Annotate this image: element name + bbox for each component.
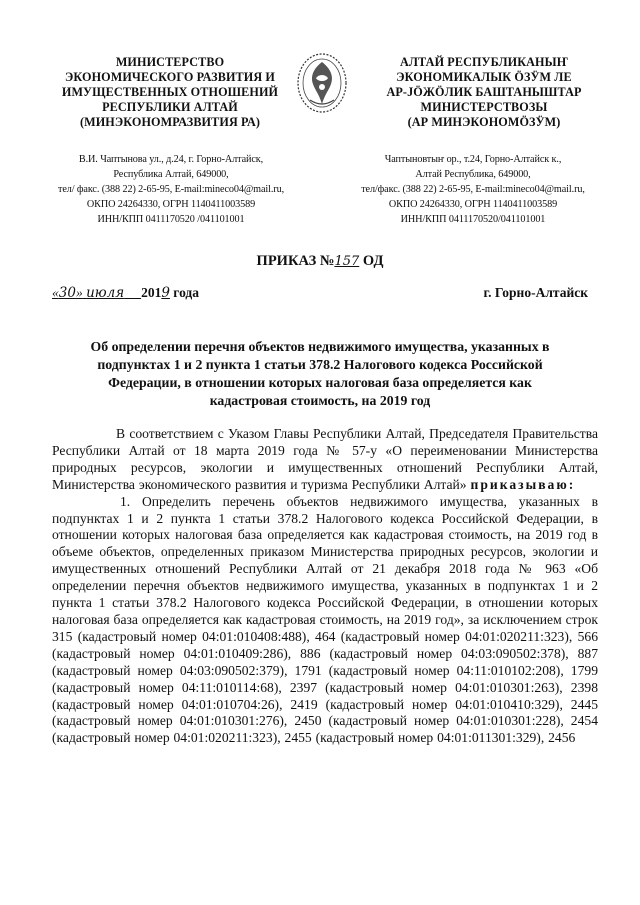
date-close-quote: »	[75, 285, 83, 300]
preamble-text: В соответствием с Указом Главы Республики Алтай, Председателя Правительства Республики Алтай от 18 марта 2019 года № 57-у «О переименовании Министерства природных ресурсов, экологии и имущественных отношений Республики Алтай, Министерства экономического развития и туризма Республики Алтай»	[52, 426, 598, 492]
ministry-name-russian: МИНИСТЕРСТВО ЭКОНОМИЧЕСКОГО РАЗВИТИЯ И ИМУЩЕСТВЕННЫХ ОТНОШЕНИЙ РЕСПУБЛИКИ АЛТАЙ (МИНЭКОНОМРАЗВИТИЯ РА)	[61, 55, 279, 129]
order-number-handwritten: 157	[334, 254, 360, 269]
date-day-handwritten: 30	[58, 285, 76, 301]
preamble-paragraph	[52, 426, 598, 494]
ministry-address-russian: В.И. Чаптынова ул., д.24, г. Горно-Алтайск, Республика Алтай, 649000, тел/ факс. (388 22) 2-65-95, E-mail:mineco04@mail.ru, ОКПО 24264330, ОГРН 1140411003589 ИНН/КПП 0411170520 /041101001	[57, 154, 285, 225]
item-1-paragraph: 1. Определить перечень объектов недвижимого имущества, указанных в подпунктах 1 и 2 пункта 1 статьи 378.2 Налогового кодекса Российской Федерации, в отношении которых налоговая база определяется как кадастровая стоимость, на 2019 год в объеме объектов, определенных приказом Министерства природных ресурсов, экологии и имущественных отношений Республики Алтай от 21 декабря 2018 года № 963 «Об определении перечня объектов недвижимого имущества, указанных в подпунктах 1 и 2 пункта 1 статьи 378.2 Налогового кодекса Российской Федерации, в отношении которых налоговая база определяется как кадастровая стоимость, на 2019 год», за исключением строк 315 (кадастровый номер 04:01:010408:488), 464 (кадастровый номер 04:01:020211:323), 566 (кадастровый номер 04:01:010409:286), 886 (кадастровый номер 04:03:090502:378), 887 (кадастровый номер 04:03:090502:379), 1791 (кадастровый номер 04:11:010102:208), 1799 (кадастровый номер 04:11:010114:68), 2397 (кадастровый номер 04:01:010301:263), 2398 (кадастровый номер 04:01:010704:26), 2419 (кадастровый номер 04:01:010410:329), 2445 (кадастровый номер 04:01:010301:276), 2450 (кадастровый номер 04:01:010301:228), 2454 (кадастровый номер 04:01:020211:323), 2455 (кадастровый номер 04:01:011301:329), 2456	[52, 493, 598, 746]
order-city: г. Горно-Алтайск	[483, 285, 588, 300]
date-year-digit-handwritten: 9	[161, 285, 170, 301]
order-title-suffix: ОД	[362, 253, 384, 269]
ministry-address-altai: Чаптыновтыҥ ор., т.24, Горно-Алтайск к., Алтай Республика, 649000, тел/факс. (388 22) 2-65-95, E-mail:mineco04@mail.ru, ОКПО 24264330, ОГРН 1140411003589 ИНН/КПП 0411170520/041101001	[361, 154, 585, 225]
ministry-name-altai: АЛТАЙ РЕСПУБЛИКАНЫҤ ЭКОНОМИКАЛЫК ÖЗӰМ ЛЕ АР-JÖЖÖЛИК БАШТАНЫШТАР МИНИСТЕРСТВОЗЫ (АР МИНЭКОНОМÖЗӰМ)	[386, 55, 582, 129]
date-open-quote: «	[52, 285, 59, 300]
date-year-prefix: 201	[141, 285, 162, 300]
date-month-handwritten: июля	[86, 285, 125, 301]
order-date	[52, 285, 199, 301]
date-year-suffix: года	[173, 285, 200, 300]
coat-of-arms-icon	[296, 52, 348, 114]
order-title-prefix: ПРИКАЗ №	[256, 253, 335, 269]
orders-word: приказываю:	[470, 476, 576, 492]
order-subject: Об определении перечня объектов недвижимого имущества, указанных в подпунктах 1 и 2 пункта 1 статьи 378.2 Налогового кодекса Российской Федерации, в отношении которых налоговая база определяется как кадастровая стоимость, на 2019 год	[90, 339, 550, 408]
order-body	[52, 426, 598, 747]
order-title	[0, 253, 640, 270]
